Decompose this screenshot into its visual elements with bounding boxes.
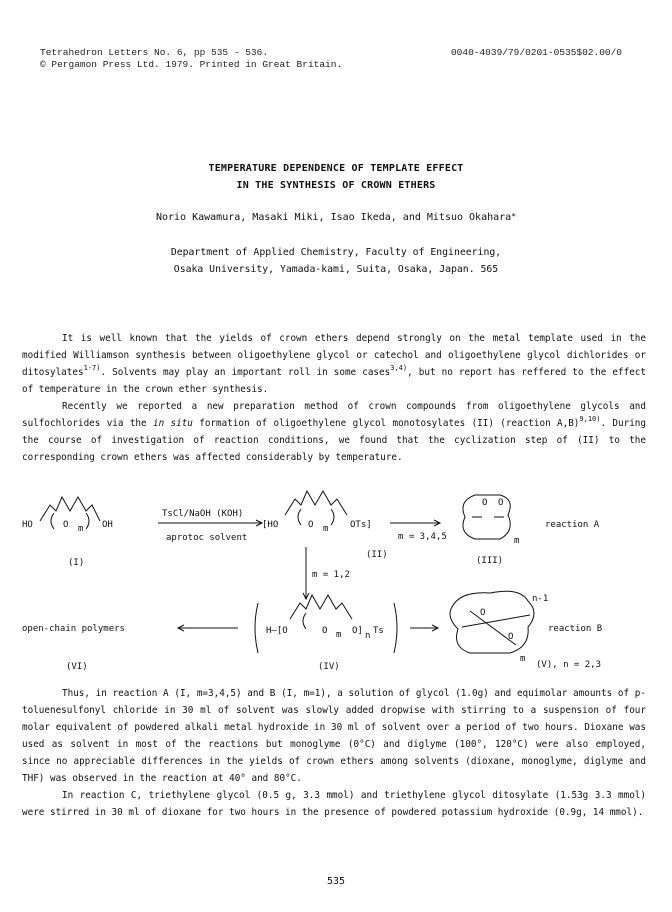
- article-code: 0040-4039/79/0201-0535$02.00/0: [450, 47, 622, 58]
- journal-header: [40, 47, 342, 71]
- label-h-o: H—[O: [266, 626, 288, 636]
- label-ots: OTs]: [350, 520, 372, 530]
- intro-text: [22, 330, 646, 466]
- in-situ-italic: in situ: [152, 418, 193, 429]
- label-ho-bracket: [HO: [262, 520, 279, 530]
- para2-text-a: Recently we reported a new preparation method of crown compounds from oligoethylene glycols and sulfochlorides via the: [22, 401, 646, 429]
- compound-IV-label: (IV): [318, 662, 340, 672]
- para1-text-b: . Solvents may play an important roll in some cases: [100, 367, 391, 378]
- label-oh: OH: [102, 520, 113, 530]
- label-o: O: [308, 520, 314, 530]
- paragraph-2: [22, 398, 646, 466]
- solvent-label: aprotoc solvent: [166, 533, 248, 543]
- affiliation: [0, 244, 672, 278]
- citation-ref: 3,4): [390, 364, 408, 372]
- compound-VI-label: (VI): [66, 662, 88, 672]
- paragraph-1: [22, 330, 646, 398]
- paragraph-4: [22, 787, 646, 821]
- label-m: m: [78, 524, 84, 534]
- para1-text-c: , but no report has reffered to the effect of temperature in the crown ether synthesis.: [22, 367, 646, 395]
- article-title: [0, 160, 672, 194]
- reaction-scheme: [0, 487, 672, 682]
- title-line-2: IN THE SYNTHESIS OF CROWN ETHERS: [236, 180, 436, 191]
- compound-II-label: (II): [366, 550, 388, 560]
- author-list: [0, 212, 672, 223]
- para3-text: Thus, in reaction A (I, m=3,4,5) and B (I, m=1), a solution of glycol (1.0g) and equimolar amounts of p-toluenesulfonyl chloride in 30 ml of solvent was slowly added dropwise with stirring to a suspension of four molar equivalent of powdered alkali metal hydroxide in 30 ml of solvent over a period of two hours. Dioxane was used as solvent in most of the reactions but monoglyme (0°C) and diglyme (100°, 120°C) were also employed, since no appreciable differences in the yields of crown ethers among solvents (dioxane, monoglyme, diglyme and THF) was observed in the reaction at 40° and 80°C.: [22, 688, 646, 784]
- reagent-label: TsCl/NaOH (KOH): [162, 509, 244, 519]
- para4-text: In reaction C, triethylene glycol (0.5 g, 3.3 mmol) and triethylene glycol ditosylate (1.53g 3.3 mmol) were stirred in 30 ml of dioxane for two hours in the presence of powdered potassium hydroxide (0.9g, 14 mmol).: [22, 790, 646, 818]
- journal-citation: Tetrahedron Letters No. 6, pp 535 - 536.: [40, 47, 269, 58]
- m-range-label: m = 3,4,5: [398, 532, 447, 542]
- para2-text-b: formation of oligoethylene glycol monotosylates (II) (reaction A,B): [199, 418, 580, 429]
- m-range-label: m = 1,2: [312, 570, 350, 580]
- reaction-b-label: reaction B: [548, 624, 603, 634]
- glycol-chain-bond: [40, 497, 100, 521]
- para2-text-c: . During the course of investigation of reaction conditions, we found that the cyclization step of (II) to the corresponding crown ethers was affected considerably by temperature.: [22, 418, 646, 463]
- label-o: O: [508, 632, 514, 642]
- title-line-1: TEMPERATURE DEPENDENCE OF TEMPLATE EFFECT: [208, 163, 464, 174]
- label-ho: HO: [22, 520, 33, 530]
- page-number: 535: [326, 876, 346, 887]
- reaction-a-label: reaction A: [545, 520, 600, 530]
- label-m: m: [520, 654, 526, 664]
- label-ts: Ts: [373, 626, 384, 636]
- compound-III-label: (III): [476, 556, 504, 566]
- label-o-bracket: O]: [352, 626, 363, 636]
- corresponding-author-mark: *: [511, 212, 517, 221]
- author-names: Norio Kawamura, Masaki Miki, Isao Ikeda, and Mitsuo Okahara: [155, 212, 512, 223]
- label-o: O: [63, 520, 69, 530]
- citation-ref: 9,10): [579, 415, 601, 423]
- label-n-minus-1: n-1: [532, 594, 549, 604]
- label-m: m: [514, 536, 520, 546]
- label-n: n: [365, 631, 371, 641]
- polymers-label: open-chain polymers: [22, 624, 125, 634]
- label-m: m: [336, 630, 342, 640]
- compound-I-label: (I): [68, 558, 85, 568]
- experimental-text: [22, 685, 646, 821]
- paragraph-3: [22, 685, 646, 787]
- label-o: O: [498, 498, 504, 508]
- affiliation-line-1: Department of Applied Chemistry, Faculty of Engineering,: [170, 247, 502, 258]
- compound-V-label: (V), n = 2,3: [536, 660, 602, 670]
- label-o: O: [482, 498, 488, 508]
- copyright-notice: © Pergamon Press Ltd. 1979. Printed in Great Britain.: [40, 59, 343, 70]
- label-o: O: [322, 626, 328, 636]
- citation-ref: 1-7): [83, 364, 101, 372]
- para1-text-a: It is well known that the yields of crown ethers depend strongly on the metal template used in the modified Williamson synthesis between oligoethylene glycol or catechol and oligoethylene glycol dichlorides or ditosylates: [22, 333, 646, 378]
- affiliation-line-2: Osaka University, Yamada-kami, Suita, Osaka, Japan. 565: [173, 264, 499, 275]
- label-o: O: [480, 608, 486, 618]
- label-m: m: [323, 524, 329, 534]
